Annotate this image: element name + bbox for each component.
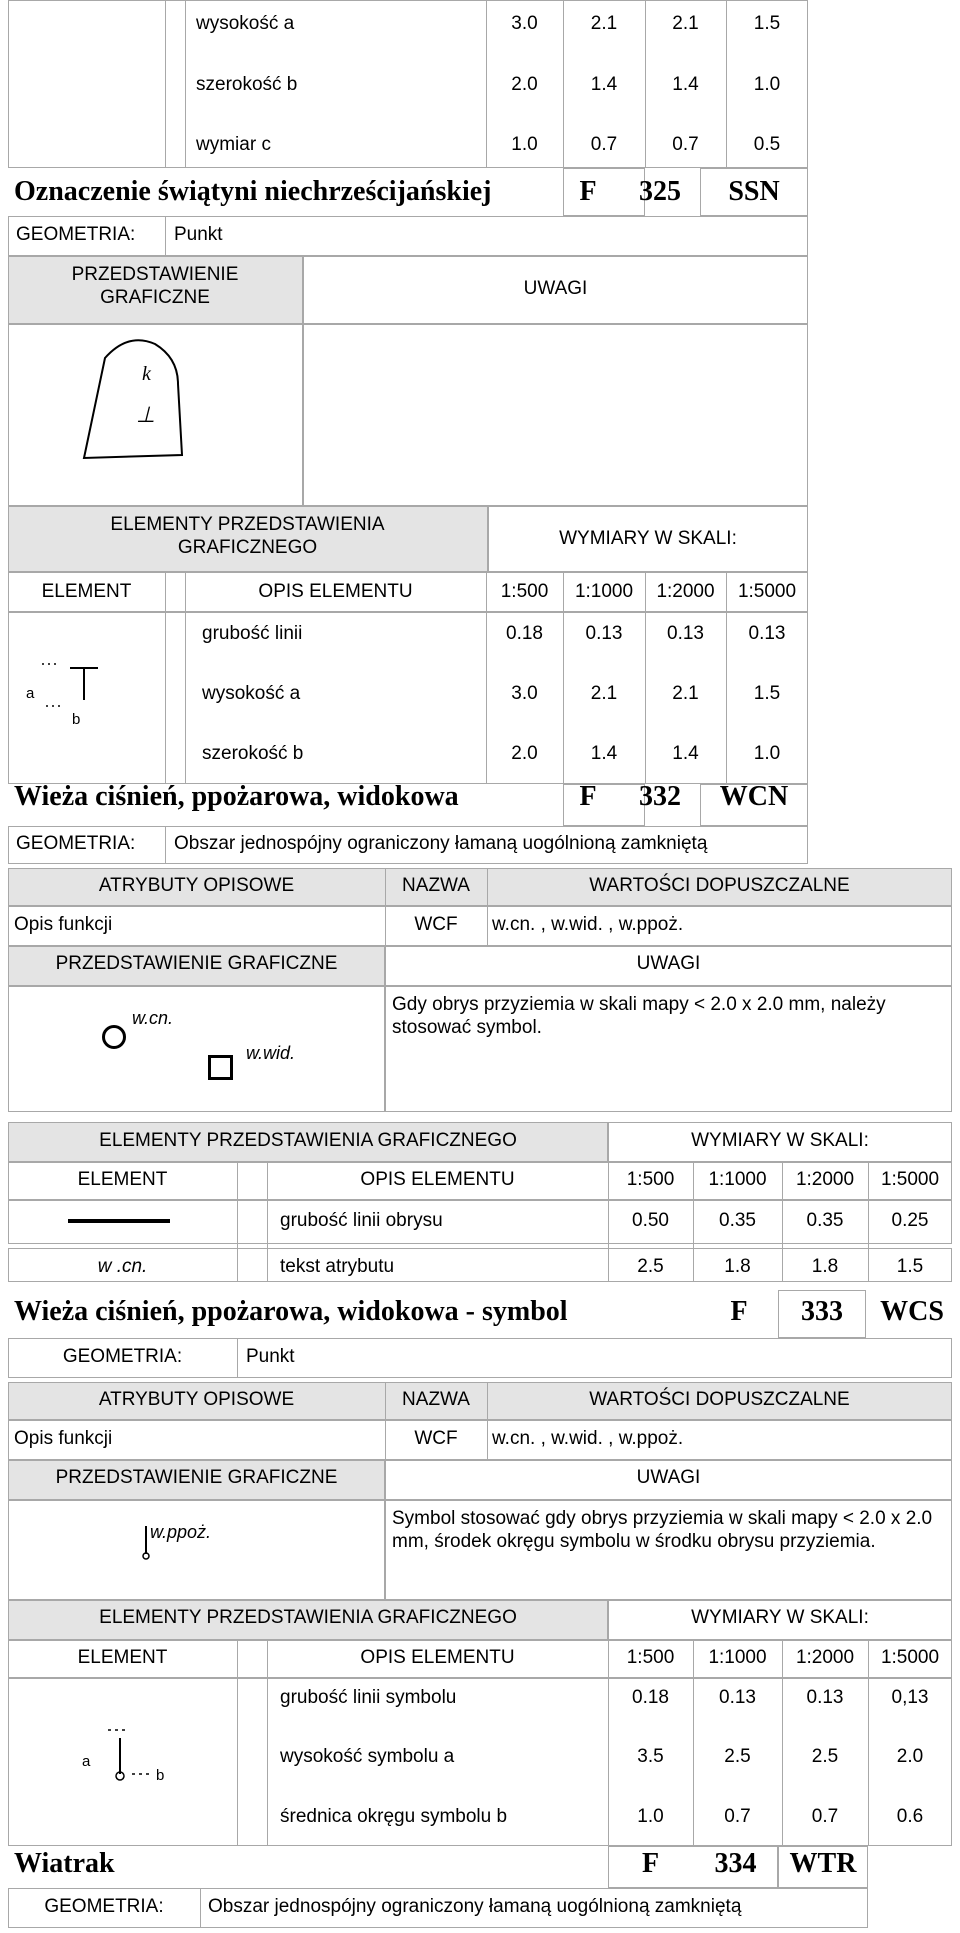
abbr-code: WCS — [880, 1296, 944, 1327]
attr-header: ATRYBUTY OPISOWE — [98, 875, 295, 896]
attr-code: WCF — [414, 914, 458, 935]
col-header: 1:5000 — [880, 1647, 940, 1668]
cell: 3.5 — [637, 1746, 664, 1767]
scale-header: WYMIARY W SKALI: — [691, 1607, 869, 1628]
cell: 0.6 — [896, 1806, 924, 1827]
dimension-label: a — [82, 1753, 91, 1770]
geometry-value: Punkt — [246, 1346, 295, 1367]
cell: 2.0 — [896, 1746, 924, 1767]
cell: 2.5 — [724, 1746, 751, 1767]
geometry-label: GEOMETRIA: — [16, 224, 136, 245]
geometry-value: Obszar jednospójny ograniczony łamaną uogólnioną zamkniętą — [208, 1896, 742, 1917]
attr-name: Opis funkcji — [14, 914, 113, 935]
name-header: NAZWA — [402, 1389, 470, 1410]
attr-header: ATRYBUTY OPISOWE — [98, 1389, 295, 1410]
circle-marker-icon — [102, 1025, 126, 1049]
symbol-letter: ⊥ — [136, 402, 156, 427]
notes-text: Symbol stosować gdy obrys przyziemia w skali mapy < 2.0 x 2.0 mm, środek okręgu symbolu w środku obrysu przyziemia. — [392, 1508, 933, 1552]
number-code: 334 — [714, 1848, 757, 1879]
cell: 3.0 — [511, 13, 538, 34]
cell: 2.1 — [672, 683, 699, 704]
row-elem: w .cn. — [97, 1256, 148, 1277]
symbol-label: w.wid. — [246, 1043, 296, 1063]
row-desc: wymiar c — [196, 134, 271, 155]
geometry-label: GEOMETRIA: — [44, 1896, 164, 1917]
notes-text: Gdy obrys przyziemia w skali mapy < 2.0 x 2.0 mm, należy stosować symbol. — [392, 994, 886, 1038]
type-code: F — [579, 176, 597, 207]
cell: 1.8 — [811, 1256, 839, 1277]
graphic-header: PRZEDSTAWIENIE GRAFICZNE — [55, 953, 338, 974]
cell: 1.0 — [753, 743, 781, 764]
col-header: 1:2000 — [795, 1169, 855, 1190]
number-code: 325 — [639, 176, 681, 207]
section-title: Oznaczenie świątyni niechrześcijańskiej — [14, 176, 492, 207]
col-header: 1:2000 — [656, 581, 715, 602]
symbol-label: w.cn. — [132, 1008, 174, 1028]
graphic-header: PRZEDSTAWIENIE GRAFICZNE — [55, 1467, 338, 1488]
attr-code: WCF — [414, 1428, 458, 1449]
row-desc: wysokość symbolu a — [280, 1746, 455, 1767]
dimension-label: a — [26, 685, 35, 702]
cell: 1.5 — [753, 683, 781, 704]
row-desc: szerokość b — [196, 74, 298, 95]
row-desc: wysokość a — [202, 683, 301, 704]
cell: 1.5 — [753, 13, 781, 34]
cell: 2.1 — [672, 13, 699, 34]
row-desc: grubość linii — [202, 623, 303, 644]
attr-values: w.cn. , w.wid. , w.ppoż. — [492, 914, 684, 935]
symbol-letter: k — [142, 363, 151, 385]
col-header: OPIS ELEMENTU — [258, 581, 413, 602]
section-title: Wiatrak — [14, 1848, 115, 1879]
graphic-header: PRZEDSTAWIENIE GRAFICZNE — [71, 264, 239, 308]
cell: 0.18 — [632, 1687, 669, 1708]
geometry-label: GEOMETRIA: — [62, 1346, 183, 1367]
col-header: ELEMENT — [77, 1647, 168, 1668]
col-header: 1:500 — [626, 1169, 675, 1190]
cell: 0.13 — [806, 1687, 844, 1708]
cell: 2.5 — [637, 1256, 664, 1277]
cell: 0.13 — [667, 623, 704, 644]
abbr-code: SSN — [728, 176, 780, 207]
cell: 0.13 — [585, 623, 623, 644]
cell: 1.0 — [637, 1806, 664, 1827]
col-header: 1:500 — [500, 581, 549, 602]
notes-header: UWAGI — [636, 953, 701, 974]
col-header: 1:2000 — [795, 1647, 855, 1668]
number-code: 332 — [639, 781, 681, 812]
cell: 1.4 — [590, 74, 618, 95]
type-code: F — [641, 1848, 660, 1879]
number-code: 333 — [801, 1296, 843, 1327]
cell: 0.35 — [806, 1210, 844, 1231]
cell: 1.4 — [590, 743, 618, 764]
cell: 1.0 — [511, 134, 538, 155]
cell: 1.4 — [672, 743, 699, 764]
name-header: NAZWA — [402, 875, 470, 896]
section-title: Wieża ciśnień, ppożarowa, widokowa - symbol — [14, 1296, 568, 1327]
col-header: 1:1000 — [574, 581, 634, 602]
cell: 1.4 — [672, 74, 699, 95]
section-title: Wieża ciśnień, ppożarowa, widokowa — [14, 781, 459, 812]
square-marker-icon — [208, 1055, 233, 1080]
elements-header: ELEMENTY PRZEDSTAWIENIA GRAFICZNEGO — [99, 1607, 517, 1628]
cell: 2.1 — [590, 683, 618, 704]
dimension-label: b — [156, 1767, 165, 1784]
attr-name: Opis funkcji — [14, 1428, 113, 1449]
cell: 2.0 — [511, 743, 538, 764]
abbr-code: WCN — [719, 781, 789, 812]
col-header: OPIS ELEMENTU — [360, 1169, 515, 1190]
cell: 0.7 — [672, 134, 699, 155]
geometry-label: GEOMETRIA: — [16, 833, 136, 854]
col-header: OPIS ELEMENTU — [360, 1647, 515, 1668]
symbol-label: w.ppoż. — [150, 1522, 212, 1542]
abbr-code: WTR — [789, 1848, 857, 1879]
type-code: F — [730, 1296, 748, 1327]
elements-header: ELEMENTY PRZEDSTAWIENIA GRAFICZNEGO — [110, 514, 385, 558]
geometry-value: Punkt — [174, 224, 223, 245]
cell: 1.0 — [753, 74, 781, 95]
cell: 0.7 — [724, 1806, 751, 1827]
geometry-value: Obszar jednospójny ograniczony łamaną uogólnioną zamkniętą — [174, 833, 708, 854]
cell: 2.1 — [590, 13, 618, 34]
cell: 1.5 — [896, 1256, 924, 1277]
cell: 0.50 — [632, 1210, 669, 1231]
element-diagram-icon — [70, 1718, 180, 1798]
cell: 0.18 — [506, 623, 543, 644]
cell: 0.25 — [891, 1210, 929, 1231]
cell: 2.0 — [511, 74, 538, 95]
elements-header: ELEMENTY PRZEDSTAWIENIA GRAFICZNEGO — [99, 1130, 517, 1151]
attr-values: w.cn. , w.wid. , w.ppoż. — [492, 1428, 684, 1449]
col-header: 1:1000 — [708, 1169, 767, 1190]
row-desc: tekst atrybutu — [280, 1256, 395, 1277]
cell: 0,13 — [891, 1687, 929, 1708]
col-header: 1:5000 — [737, 581, 797, 602]
cell: 0.7 — [811, 1806, 839, 1827]
row-desc: średnica okręgu symbolu b — [280, 1806, 508, 1827]
scale-header: WYMIARY W SKALI: — [691, 1130, 869, 1151]
cell: 0.13 — [719, 1687, 756, 1708]
col-header: 1:5000 — [880, 1169, 940, 1190]
notes-header: UWAGI — [636, 1467, 701, 1488]
type-code: F — [579, 781, 597, 812]
row-desc: grubość linii symbolu — [280, 1687, 457, 1708]
row-desc: grubość linii obrysu — [280, 1210, 443, 1231]
cell: 0.7 — [590, 134, 618, 155]
allowed-header: WARTOŚCI DOPUSZCZALNE — [589, 875, 850, 896]
temple-symbol-icon — [60, 330, 230, 490]
row-desc: szerokość b — [202, 743, 304, 764]
cell: 1.8 — [724, 1256, 751, 1277]
col-header: 1:500 — [626, 1647, 675, 1668]
allowed-header: WARTOŚCI DOPUSZCZALNE — [589, 1389, 850, 1410]
dimension-label: b — [72, 711, 81, 728]
scale-header: WYMIARY W SKALI: — [559, 528, 737, 549]
cell: 3.0 — [511, 683, 538, 704]
cell: 0.5 — [753, 134, 781, 155]
cell: 0.13 — [748, 623, 786, 644]
outline-line-sample — [68, 1219, 170, 1223]
col-header: ELEMENT — [41, 581, 132, 602]
notes-header: UWAGI — [523, 278, 588, 299]
col-header: 1:1000 — [708, 1647, 767, 1668]
row-desc: wysokość a — [196, 13, 295, 34]
cell: 2.5 — [811, 1746, 839, 1767]
cell: 0.35 — [719, 1210, 756, 1231]
element-diagram-icon — [20, 650, 110, 730]
col-header: ELEMENT — [77, 1169, 168, 1190]
